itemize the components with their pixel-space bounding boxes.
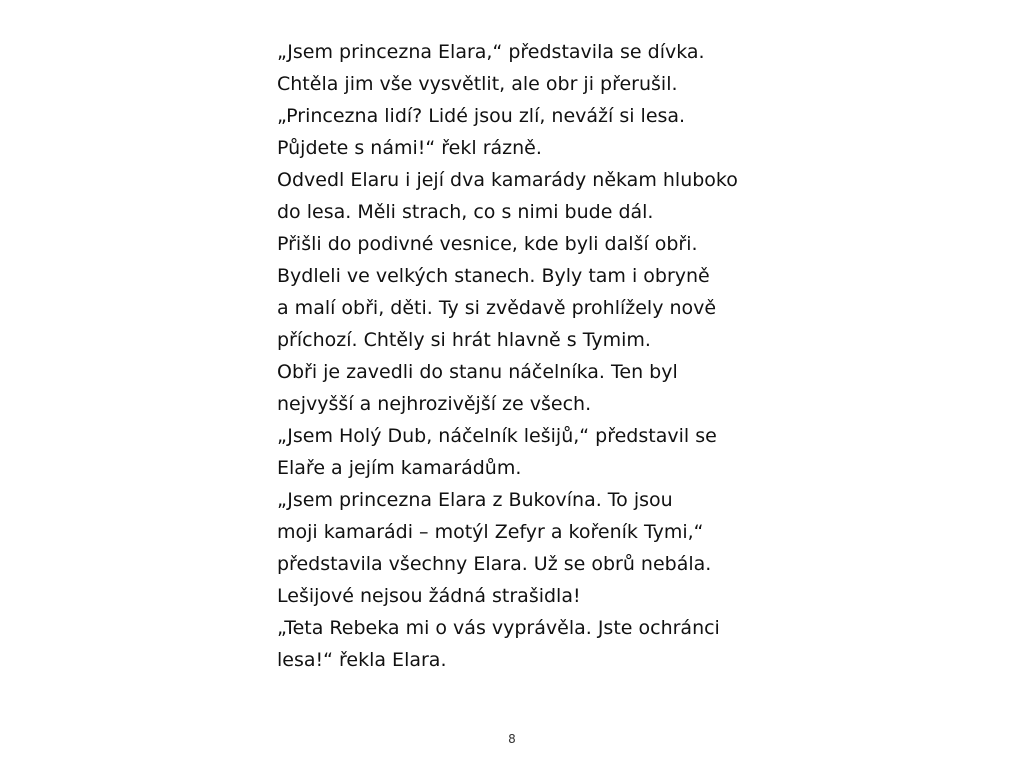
- story-line: Odvedl Elaru i její dva kamarády někam hluboko: [277, 169, 738, 191]
- story-line: „Teta Rebeka mi o vás vyprávěla. Jste ochránci: [277, 617, 720, 639]
- story-line: lesa!“ řekla Elara.: [277, 649, 447, 671]
- story-line: „Jsem princezna Elara z Bukovína. To jsou: [277, 489, 673, 511]
- story-line: do lesa. Měli strach, co s nimi bude dál.: [277, 201, 654, 223]
- story-line: Bydleli ve velkých stanech. Byly tam i obryně: [277, 265, 710, 287]
- story-line: nejvyšší a nejhrozivější ze všech.: [277, 393, 592, 415]
- page-number: 8: [508, 732, 516, 746]
- story-line: a malí obři, děti. Ty si zvědavě prohlížely nově: [277, 297, 717, 319]
- story-line: příchozí. Chtěly si hrát hlavně s Tymim.: [277, 329, 651, 351]
- story-line: Lešijové nejsou žádná strašidla!: [277, 585, 581, 607]
- story-line: Chtěla jim vše vysvětlit, ale obr ji přerušil.: [277, 73, 678, 95]
- story-line: „Jsem Holý Dub, náčelník lešijů,“ představil se: [277, 425, 717, 447]
- story-line: Obři je zavedli do stanu náčelníka. Ten byl: [277, 361, 678, 383]
- story-line: „Princezna lidí? Lidé jsou zlí, neváží si lesa.: [277, 105, 686, 127]
- story-line: Elaře a jejím kamarádům.: [277, 457, 522, 479]
- story-text: [277, 36, 797, 676]
- story-line: Přišli do podivné vesnice, kde byli další obři.: [277, 233, 698, 255]
- story-line: představila všechny Elara. Už se obrů nebála.: [277, 553, 712, 575]
- story-line: Půjdete s námi!“ řekl rázně.: [277, 137, 542, 159]
- story-line: moji kamarádi – motýl Zefyr a kořeník Tymi,“: [277, 521, 704, 543]
- story-line: „Jsem princezna Elara,“ představila se dívka.: [277, 41, 705, 63]
